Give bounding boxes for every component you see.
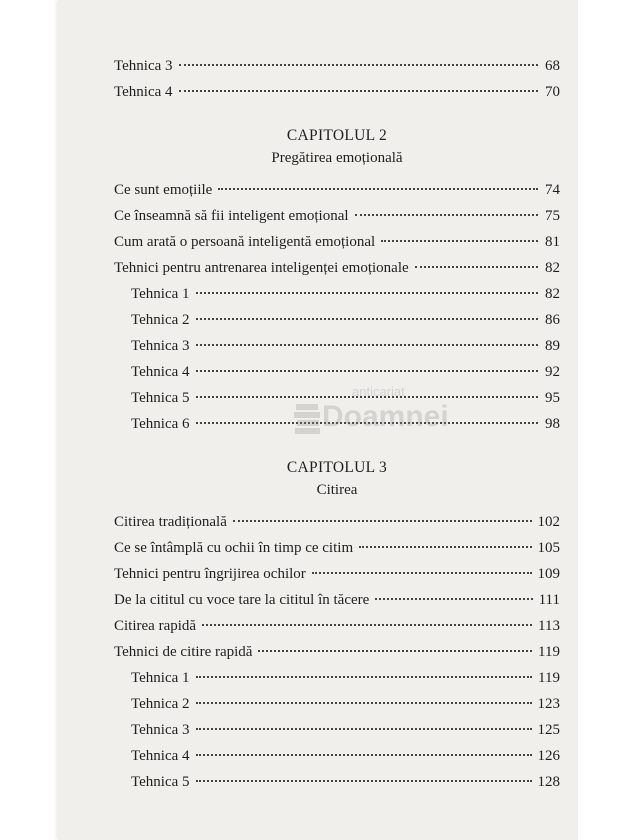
dot-leader [196, 422, 538, 424]
chapter-2-toc-entry [114, 281, 560, 307]
watermark-big-text: Doamnei [322, 400, 449, 433]
chapter-3-toc-entry [114, 613, 560, 639]
dot-leader [312, 572, 532, 574]
chapter-3-entries [114, 509, 560, 795]
chapter-3-toc-entry [114, 639, 560, 665]
watermark-small-text: anticariat [352, 384, 405, 399]
toc-entry-title: Tehnici de citire rapidă [114, 644, 253, 660]
chapter-2-toc-entry [114, 411, 560, 437]
top-toc-entry [114, 53, 560, 79]
dot-leader [196, 396, 538, 398]
chapter-3-toc-entry [114, 535, 560, 561]
table-of-contents [114, 53, 560, 795]
chapter-2-toc-entry [114, 203, 560, 229]
chapter-2-entries [114, 177, 560, 437]
toc-entry-title: Tehnica 6 [131, 416, 190, 432]
top-entries-list [114, 53, 560, 105]
toc-entry-page-number: 82 [545, 286, 560, 302]
toc-entry-page-number: 95 [545, 390, 560, 406]
chapter-3-header [114, 457, 560, 501]
toc-entry-page-number: 123 [537, 696, 560, 712]
toc-entry-title: Tehnica 1 [131, 286, 190, 302]
toc-entry-title: Tehnica 3 [114, 58, 173, 74]
dot-leader [381, 240, 538, 242]
chapter-3-toc-entry [114, 587, 560, 613]
toc-entry-page-number: 119 [538, 644, 560, 660]
chapter-2-heading: CAPITOLUL 2 [286, 127, 388, 144]
toc-entry-title: Citirea tradițională [114, 514, 227, 530]
toc-entry-title: Tehnica 1 [131, 670, 190, 686]
toc-entry-page-number: 102 [537, 514, 560, 530]
toc-entry-page-number: 68 [545, 58, 560, 74]
toc-entry-title: Cum arată o persoană inteligentă emoțional [114, 234, 376, 250]
dot-leader [196, 292, 538, 294]
toc-entry-page-number: 75 [545, 208, 560, 224]
dot-leader [196, 676, 533, 678]
dot-leader [218, 188, 538, 190]
toc-entry-page-number: 119 [538, 670, 560, 686]
toc-entry-title: Ce sunt emoțiile [114, 182, 213, 198]
chapter-3-toc-entry [114, 691, 560, 717]
dot-leader [196, 780, 532, 782]
toc-entry-page-number: 105 [537, 540, 560, 556]
toc-entry-title: Tehnica 4 [131, 748, 190, 764]
chapter-3-toc-entry [114, 561, 560, 587]
dot-leader [179, 90, 538, 92]
toc-entry-page-number: 113 [538, 618, 560, 634]
chapter-2-toc-entry [114, 255, 560, 281]
dot-leader [179, 64, 538, 66]
dot-leader [355, 214, 538, 216]
toc-entry-page-number: 86 [545, 312, 560, 328]
toc-entry-title: Tehnica 2 [131, 696, 190, 712]
toc-entry-title: Tehnici pentru îngrijirea ochilor [114, 566, 306, 582]
dot-leader [196, 370, 538, 372]
toc-entry-title: Ce înseamnă să fii inteligent emoțional [114, 208, 349, 224]
toc-entry-title: Tehnica 5 [131, 390, 190, 406]
toc-entry-page-number: 109 [537, 566, 560, 582]
dot-leader [196, 344, 538, 346]
dot-leader [196, 318, 538, 320]
toc-entry-title: Tehnica 4 [114, 84, 173, 100]
toc-entry-title: Ce se întâmplă cu ochii în timp ce citim [114, 540, 354, 556]
dot-leader [375, 598, 532, 600]
dot-leader [196, 754, 532, 756]
toc-entry-page-number: 98 [545, 416, 560, 432]
toc-entry-page-number: 111 [538, 592, 560, 608]
toc-entry-title: Tehnica 5 [131, 774, 190, 790]
book-page [58, 0, 578, 840]
toc-entry-title: Tehnica 3 [131, 338, 190, 354]
chapter-2-toc-entry [114, 307, 560, 333]
chapter-2-toc-entry [114, 333, 560, 359]
dot-leader [233, 520, 532, 522]
toc-entry-page-number: 89 [545, 338, 560, 354]
chapter-2-subtitle: Pregătirea emoțională [271, 150, 403, 166]
chapter-3-toc-entry [114, 743, 560, 769]
toc-entry-title: Tehnici pentru antrenarea inteligenței emoționale [114, 260, 409, 276]
dot-leader [196, 702, 532, 704]
toc-entry-title: Citirea rapidă [114, 618, 197, 634]
chapter-2-header [114, 125, 560, 169]
chapter-3-toc-entry [114, 717, 560, 743]
toc-entry-page-number: 81 [545, 234, 560, 250]
chapter-3-subtitle: Citirea [316, 482, 358, 498]
chapter-3-toc-entry [114, 769, 560, 795]
dot-leader [359, 546, 531, 548]
toc-entry-page-number: 128 [537, 774, 560, 790]
toc-entry-page-number: 125 [537, 722, 560, 738]
chapter-3-heading: CAPITOLUL 3 [286, 459, 388, 476]
dot-leader [196, 728, 532, 730]
chapter-2-toc-entry [114, 359, 560, 385]
dot-leader [258, 650, 532, 652]
toc-entry-title: Tehnica 2 [131, 312, 190, 328]
dot-leader [415, 266, 538, 268]
chapter-2-toc-entry [114, 177, 560, 203]
toc-entry-title: Tehnica 4 [131, 364, 190, 380]
toc-entry-page-number: 82 [545, 260, 560, 276]
toc-entry-page-number: 74 [545, 182, 560, 198]
chapter-3-toc-entry [114, 665, 560, 691]
chapter-3-toc-entry [114, 509, 560, 535]
toc-entry-title: De la cititul cu voce tare la cititul în tăcere [114, 592, 370, 608]
toc-entry-title: Tehnica 3 [131, 722, 190, 738]
chapter-2-toc-entry [114, 229, 560, 255]
toc-entry-page-number: 92 [545, 364, 560, 380]
chapter-2-toc-entry [114, 385, 560, 411]
toc-entry-page-number: 70 [545, 84, 560, 100]
top-toc-entry [114, 79, 560, 105]
toc-entry-page-number: 126 [537, 748, 560, 764]
dot-leader [202, 624, 532, 626]
